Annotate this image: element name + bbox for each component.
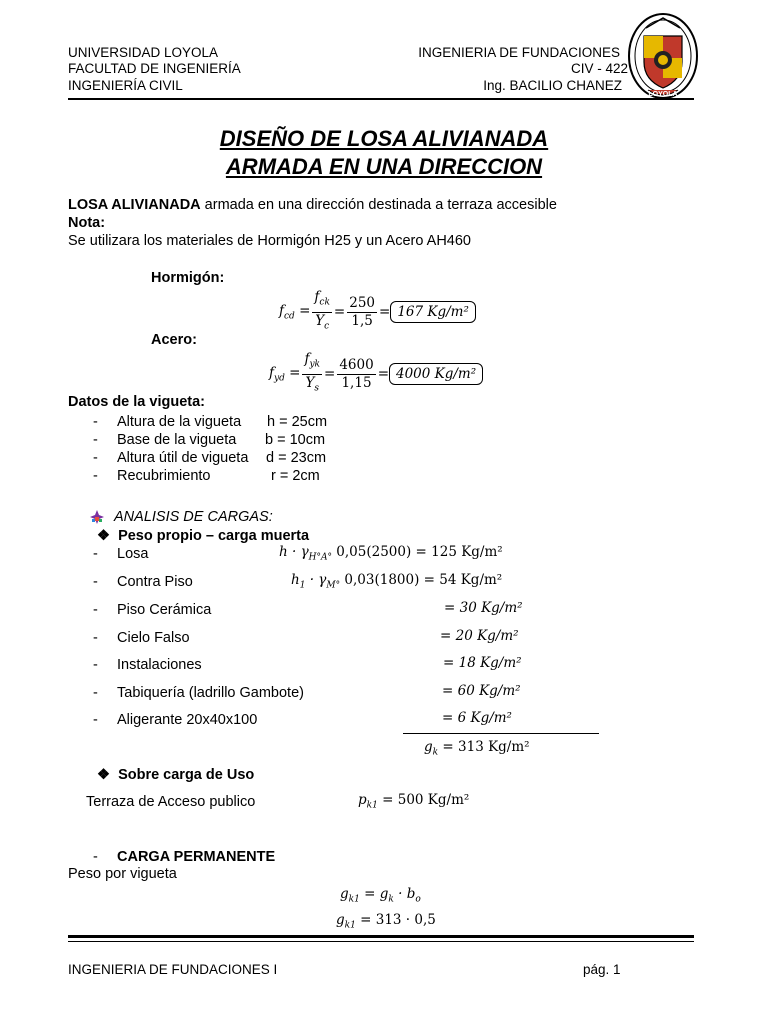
hormigon-label: Hormigón: bbox=[151, 270, 225, 286]
permanente-eq-2-value: = 313 · 0,5 bbox=[360, 912, 436, 928]
carga-formula-1: $h \cdot \gamma_{H^\circ A^\circ}$ 0,05(2500) = 125 Kg/m² bbox=[279, 544, 503, 563]
header-right-2: CIV - 422 bbox=[570, 61, 628, 76]
vigueta-label-4: Recubrimiento bbox=[117, 468, 211, 484]
carga-value-6: = 60 Kg/m² bbox=[442, 683, 521, 699]
vigueta-dash-2: - bbox=[93, 432, 98, 448]
intro-rest: armada en una dirección destinada a terraza accesible bbox=[200, 197, 557, 213]
peso-propio-heading bbox=[97, 527, 309, 545]
vigueta-dash-3: - bbox=[93, 450, 98, 466]
peso-propio-text: Peso propio – carga muerta bbox=[118, 528, 310, 544]
permanente-dash: - bbox=[93, 849, 98, 865]
carga-label-4: Cielo Falso bbox=[117, 630, 190, 646]
cargas-title-text: ANALISIS DE CARGAS bbox=[114, 509, 269, 525]
header-left-3: INGENIERÍA CIVIL bbox=[68, 78, 183, 93]
footer-right: pág. 1 bbox=[583, 962, 621, 977]
carga-label-3: Piso Cerámica bbox=[117, 602, 212, 618]
diamond-bullet-icon: ❖ bbox=[97, 528, 110, 544]
sobrecarga-heading bbox=[97, 766, 254, 784]
sobrecarga-value: = 500 Kg/m² bbox=[382, 792, 470, 808]
vigueta-value-4: r = 2cm bbox=[271, 468, 320, 484]
carga-total: $g_k = 313$ Kg/m² bbox=[424, 739, 530, 758]
carga-value-7: = 6 Kg/m² bbox=[442, 710, 512, 726]
intro-bold: LOSA ALIVIANADA bbox=[68, 197, 201, 213]
sobrecarga-formula: $p_{k1} = 500$ Kg/m² bbox=[358, 792, 470, 811]
carga-label-7: Aligerante 20x40x100 bbox=[117, 712, 258, 728]
permanente-eq-2: $g_{k1} = 313 \cdot 0,5$ bbox=[336, 912, 436, 931]
acero-label: Acero: bbox=[151, 332, 197, 348]
vigueta-dash-1: - bbox=[93, 414, 98, 430]
university-logo-icon bbox=[626, 10, 700, 102]
vigueta-label-1: Altura de la vigueta bbox=[117, 414, 242, 430]
carga-dash-5: - bbox=[93, 657, 98, 673]
title-line-2: ARMADA EN UNA DIRECCION bbox=[225, 154, 543, 179]
colorful-bullet-icon bbox=[90, 510, 104, 524]
permanente-sub: Peso por vigueta bbox=[68, 866, 177, 882]
permanente-title: CARGA PERMANENTE bbox=[117, 849, 276, 865]
sobrecarga-label: Terraza de Acceso publico bbox=[86, 794, 256, 810]
header-left-1: UNIVERSIDAD LOYOLA bbox=[68, 45, 219, 60]
carga-value-3: = 30 Kg/m² bbox=[444, 600, 523, 616]
nota-label: Nota: bbox=[68, 215, 106, 231]
acero-equation: $f_{yd}$ = $\frac{f_{yk}}{\Upsilon_s}$ = $\frac{4600}{1,15}$ = 4000 Kg/m² bbox=[269, 352, 483, 396]
vigueta-title: Datos de la vigueta: bbox=[68, 394, 205, 410]
vigueta-label-3: Altura útil de vigueta bbox=[117, 450, 249, 466]
carga-label-5: Instalaciones bbox=[117, 657, 202, 673]
hormigon-den: 1,5 bbox=[351, 312, 373, 329]
title-line-1: DISEÑO DE LOSA ALIVIANADA bbox=[219, 126, 549, 151]
carga-dash-2: - bbox=[93, 574, 98, 590]
sum-line bbox=[403, 733, 599, 734]
nota-text: Se utilizara los materiales de Hormigón H25 y un Acero AH460 bbox=[68, 233, 471, 249]
hormigon-num: 250 bbox=[349, 294, 376, 311]
intro-line bbox=[68, 196, 557, 214]
carga-value-2: 0,03(1800) = 54 Kg/m² bbox=[344, 572, 503, 588]
permanente-eq-1: $g_{k1} = g_k \cdot b_o$ bbox=[340, 886, 421, 905]
header-left-2: FACULTAD DE INGENIERÍA bbox=[68, 61, 241, 76]
logo-text: LOYOLA bbox=[648, 91, 678, 98]
carga-value-5: = 18 Kg/m² bbox=[443, 655, 522, 671]
cargas-title: ANALISIS DE CARGAS: bbox=[114, 509, 273, 525]
carga-dash-3: - bbox=[93, 602, 98, 618]
carga-label-6: Tabiquería (ladrillo Gambote) bbox=[117, 685, 304, 701]
carga-dash-7: - bbox=[93, 712, 98, 728]
vigueta-value-1: h = 25cm bbox=[267, 414, 328, 430]
footer-left: INGENIERIA DE FUNDACIONES I bbox=[68, 962, 278, 977]
footer-rule-thick bbox=[68, 935, 694, 938]
header-rule bbox=[68, 98, 694, 100]
acero-result: 4000 Kg/m² bbox=[389, 363, 483, 385]
header-right-1: INGENIERIA DE FUNDACIONES bbox=[418, 45, 620, 60]
acero-num: 4600 bbox=[339, 356, 374, 373]
hormigon-result: 167 Kg/m² bbox=[390, 301, 476, 323]
vigueta-label-2: Base de la vigueta bbox=[117, 432, 237, 448]
hormigon-equation: $f_{cd}$ = $\frac{f_{ck}}{\Upsilon_c}$ = $\frac{250}{1,5}$ = 167 Kg/m² bbox=[279, 290, 476, 334]
carga-total-value: = 313 Kg/m² bbox=[442, 739, 530, 755]
carga-value-1: 0,05(2500) = 125 Kg/m² bbox=[336, 544, 503, 560]
carga-dash-4: - bbox=[93, 630, 98, 646]
carga-value-4: = 20 Kg/m² bbox=[440, 628, 519, 644]
vigueta-value-3: d = 23cm bbox=[266, 450, 327, 466]
header-right-3: Ing. BACILIO CHANEZ bbox=[483, 78, 622, 93]
carga-label-1: Losa bbox=[117, 546, 149, 562]
carga-label-2: Contra Piso bbox=[117, 574, 193, 590]
carga-dash-1: - bbox=[93, 546, 98, 562]
vigueta-value-2: b = 10cm bbox=[265, 432, 326, 448]
carga-dash-6: - bbox=[93, 685, 98, 701]
acero-den: 1,15 bbox=[341, 374, 372, 391]
sobrecarga-title: Sobre carga de Uso bbox=[118, 767, 255, 783]
vigueta-dash-4: - bbox=[93, 468, 98, 484]
diamond-bullet-icon-2: ❖ bbox=[97, 767, 110, 783]
footer-rule-thin bbox=[68, 941, 694, 942]
carga-formula-2: $h_1 \cdot \gamma_{M^\circ}$ 0,03(1800) = 54 Kg/m² bbox=[291, 572, 503, 591]
